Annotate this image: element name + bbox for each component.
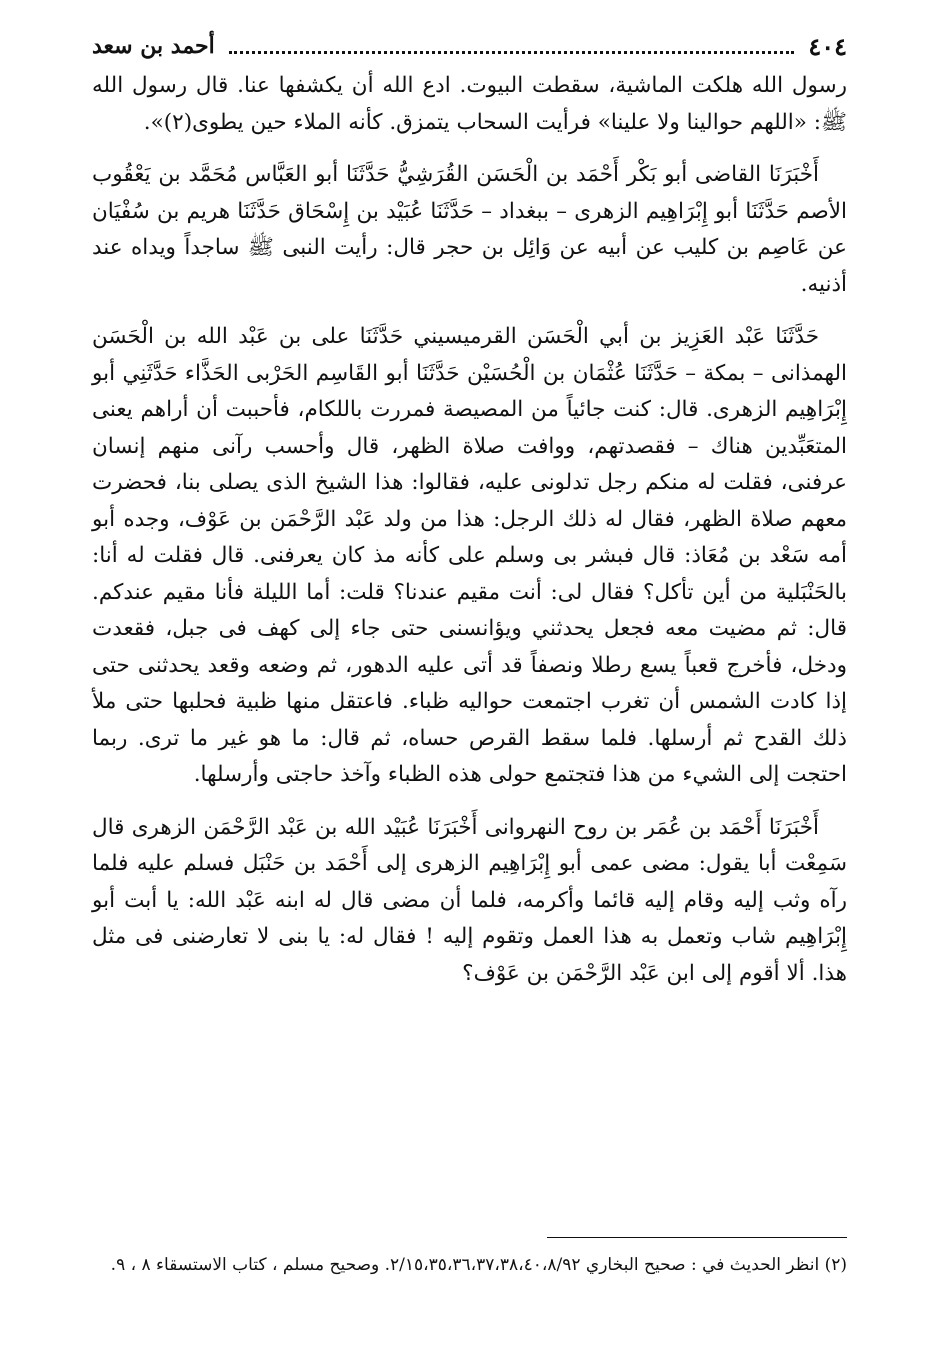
header-dotted-leader [229, 51, 795, 54]
footnote: (٢) انظر الحديث في : صحيح البخاري ٢/١٥،٣٥،٣٦،٣٧،٣٨،٤٠،٨/٩٢. وصحيح مسلم ، كتاب الاستسقاء ٨ ، ٩. [110, 1255, 847, 1275]
paragraph-continuation: رسول الله هلكت الماشية، سقطت البيوت. ادع الله أن يكشفها عنا. قال رسول الله ﷺ: «اللهم حوالينا ولا علينا» فرأيت السحاب يتمزق. كأنه الملاء حين يطوى(٢)». [92, 73, 847, 135]
page-header [92, 30, 847, 62]
page-number: ٤٠٤ [808, 31, 847, 61]
main-text [92, 68, 847, 1008]
paragraph-ahmad-hanbal: أَخْبَرَنَا أَحْمَد بن عُمَر بن روح النهروانى أَخْبَرَنَا عُبَيْد الله بن عَبْد الرَّحْمَن الزهرى قال سَمِعْت أبا يقول: مضى عمى أبو إِبْرَاهِيم الزهرى إلى أَحْمَد بن حَنْبَل فسلم عليه فلما رآه وثب إليه وقام إليه قائما وأكرمه، فلما أن مضى قال له ابنه عَبْد الله: يا أبت أبو إِبْرَاهِيم شاب وتعمل به هذا العمل وتقوم إليه ! فقال له: يا بنى لا تعارضنى فى مثل هذا. ألا أقوم إلى ابن عَبْد الرَّحْمَن بن عَوْف؟ [92, 814, 847, 986]
paragraph-story-zuhri: حَدَّثَنَا عَبْد العَزِيز بن أبي الْحَسَن القرميسيني حَدَّثَنَا على بن عَبْد الله بن الْحَسَن الهمذانى – بمكة – حَدَّثَنَا عُثْمَان بن الْحُسَيْن حَدَّثَنَا أبو القَاسِم الحَرْبى الحَذَّاء حَدَّثَنِي أبو إِبْرَاهِيم الزهرى. قال: كنت جائياً من المصيصة فمررت باللكام، فأحببت أن أراهم يعنى المتعَبِّدين هناك – فقصدتهم، ووافت صلاة الظهر، قال وأحسب رآنى منهم إنسان عرفنى، فقلت له منكم رجل تدلونى عليه، فقالوا: هذا الشيخ الذى يصلى بنا، فحضرت معهم صلاة الظهر، فقال له ذلك الرجل: هذا من ولد عَبْد الرَّحْمَن بن عَوْف، وجده أبو أمه سَعْد بن مُعَاذ: قال فبشر بى وسلم على كأنه مذ كان يعرفنى. قال فقلت له أنا: بالحَنْبَلية من أين تأكل؟ فقال لى: أنت مقيم عندنا؟ قلت: أما الليلة فأنا مقيم عندكم. قال: ثم مضيت معه فجعل يحدثني ويؤانسنى حتى جاء إلى كهف فى جبل، فقعدت ودخل، فأخرج قعباً يسع رطلا ونصفاً قد أتى عليه الدهور، ثم وضعه وقعد يحدثنى حتى إذا كادت الشمس أن تغرب اجتمعت حواليه ظباء. فاعتقل منها ظبية فحلبها حتى ملأ ذلك القدح ثم أرسلها. فلما سقط القرص حساه، ثم قال: ما هو غير ما ترى. ربما احتجت إلى الشيء من هذا فتجتمع حولى هذه الظباء وآخذ حاجتى وأرسلها. [92, 324, 847, 787]
running-title: أحمد بن سعد [92, 33, 215, 59]
paragraph-hadith-wail: أَخْبَرَنَا القاضى أبو بَكْر أَحْمَد بن الْحَسَن القُرَشِيُّ حَدَّثَنَا أبو العَبَّاس مُحَمَّد بن يَعْقُوب الأصم حَدَّثَنَا أبو إِبْرَاهِيم الزهرى – ببغداد – حَدَّثَنَا عُبَيْد بن إِسْحَاق حَدَّثَنَا هريم بن سُفْيَان عن عَاصِم بن كليب عن أبيه عن وَائِل بن حجر قال: رأيت النبى ﷺ ساجداً ويداه عند أذنيه. [92, 162, 847, 297]
footnote-separator [547, 1237, 847, 1238]
